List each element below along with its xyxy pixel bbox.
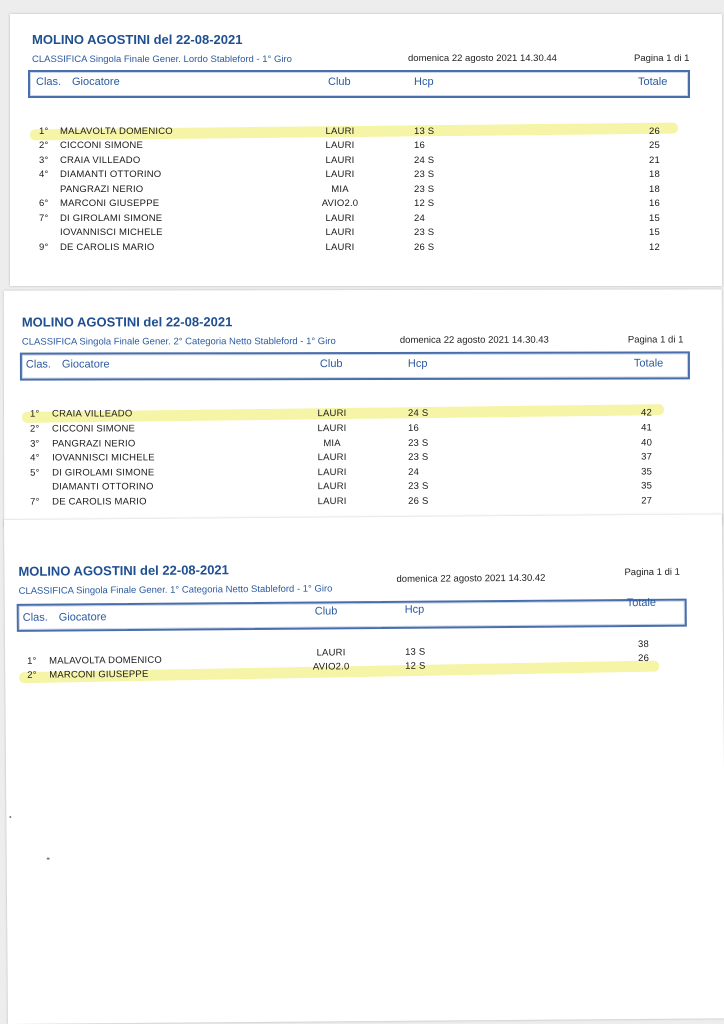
sheet-title: MOLINO AGOSTINI del 22-08-2021	[32, 32, 243, 47]
row-club: LAURI	[317, 481, 347, 493]
row-player: IOVANNISCI MICHELE	[60, 227, 163, 238]
row-position: 1°	[30, 408, 40, 420]
sheet-page-number: Pagina 1 di 1	[627, 334, 684, 346]
table-row	[10, 140, 722, 154]
row-hcp: 23 S	[408, 451, 429, 463]
row-hcp: 26 S	[408, 495, 429, 507]
header-club: Club	[328, 76, 351, 88]
header-clas: Clas.	[25, 358, 51, 371]
row-position: 6°	[39, 198, 49, 209]
sheet-title: MOLINO AGOSTINI del 22-08-2021	[18, 562, 229, 579]
row-position: 7°	[30, 496, 40, 508]
row-player: DE CAROLIS MARIO	[60, 242, 155, 253]
row-total: 15	[649, 227, 660, 238]
header-hcp: Hcp	[407, 357, 428, 370]
row-total: 18	[649, 184, 660, 195]
table-row	[10, 126, 722, 140]
row-hcp: 23 S	[414, 227, 435, 238]
row-position: 2°	[39, 140, 49, 151]
row-total: 26	[649, 126, 660, 137]
sheet-subtitle: CLASSIFICA Singola Finale Gener. 1° Categoria Netto Stableford - 1° Giro	[18, 583, 333, 597]
row-position: 1°	[39, 126, 49, 137]
sheet-datetime: domenica 22 agosto 2021 14.30.42	[396, 572, 546, 585]
table-row	[4, 437, 722, 452]
table-row	[10, 155, 722, 169]
row-hcp: 26 S	[414, 242, 435, 253]
header-player: Giocatore	[58, 611, 107, 624]
sheet-page-number: Pagina 1 di 1	[624, 566, 680, 579]
row-player: DE CAROLIS MARIO	[52, 496, 147, 508]
table-row	[10, 227, 722, 241]
row-position: 4°	[39, 169, 49, 180]
row-hcp: 23 S	[408, 480, 429, 492]
header-total: Totale	[638, 76, 668, 88]
table-row	[10, 169, 722, 183]
row-club: LAURI	[325, 242, 355, 253]
header-total: Totale	[626, 596, 657, 610]
sheet-page-number: Pagina 1 di 1	[634, 53, 690, 64]
row-hcp: 24 S	[414, 155, 435, 166]
row-player: MALAVOLTA DOMENICO	[60, 126, 173, 137]
sheet-datetime: domenica 22 agosto 2021 14.30.43	[399, 334, 549, 346]
header-clas: Clas.	[22, 611, 48, 624]
row-club: AVIO2.0	[321, 198, 359, 209]
row-club: LAURI	[325, 155, 355, 166]
row-club: LAURI	[325, 169, 355, 180]
row-hcp: 23 S	[414, 184, 435, 195]
row-player: DIAMANTI OTTORINO	[52, 481, 154, 493]
table-row	[10, 213, 722, 227]
sheet-datetime: domenica 22 agosto 2021 14.30.44	[408, 53, 557, 64]
row-club: LAURI	[317, 452, 347, 464]
row-player: MARCONI GIUSEPPE	[60, 198, 160, 209]
header-player: Giocatore	[72, 76, 120, 88]
row-position: 2°	[27, 669, 37, 681]
sheet-subtitle: CLASSIFICA Singola Finale Gener. Lordo Stableford - 1° Giro	[32, 54, 292, 65]
results-sheet-categoria-1	[4, 514, 724, 1024]
row-club: AVIO2.0	[312, 661, 350, 673]
row-position: 4°	[30, 452, 40, 464]
row-total: 38	[637, 638, 650, 651]
header-total: Totale	[633, 357, 664, 370]
row-club: LAURI	[317, 467, 347, 479]
row-total: 37	[641, 451, 653, 463]
row-position: 7°	[39, 213, 49, 224]
row-club: LAURI	[317, 496, 347, 508]
row-club: LAURI	[325, 140, 355, 151]
row-player: PANGRAZI NERIO	[52, 438, 136, 450]
table-row	[10, 184, 722, 198]
row-club: MIA	[323, 438, 341, 450]
row-club: LAURI	[325, 213, 355, 224]
row-total: 21	[649, 155, 660, 166]
row-player: PANGRAZI NERIO	[60, 184, 144, 195]
row-hcp: 16	[414, 140, 425, 151]
table-row	[4, 495, 722, 510]
row-club: LAURI	[325, 227, 355, 238]
row-hcp: 24	[414, 213, 425, 224]
row-club: LAURI	[317, 423, 347, 435]
row-hcp: 12 S	[405, 660, 426, 672]
row-total: 42	[641, 407, 653, 419]
row-total: 12	[649, 242, 660, 253]
header-player: Giocatore	[61, 358, 110, 371]
row-total: 16	[649, 198, 660, 209]
row-player: DIAMANTI OTTORINO	[60, 169, 162, 180]
row-total: 18	[649, 169, 660, 180]
row-position: 9°	[39, 242, 49, 253]
row-position: 3°	[30, 438, 40, 450]
row-hcp: 13 S	[414, 126, 435, 137]
header-hcp: Hcp	[404, 603, 425, 616]
table-row	[10, 242, 722, 256]
row-total: 35	[641, 480, 653, 492]
header-hcp: Hcp	[414, 76, 434, 88]
row-player: DI GIROLAMI SIMONE	[52, 467, 155, 479]
row-hcp: 12 S	[414, 198, 435, 209]
row-total: 26	[638, 652, 650, 665]
row-player: CICCONI SIMONE	[60, 140, 144, 151]
row-player: MARCONI GIUSEPPE	[49, 668, 149, 681]
row-hcp: 23 S	[414, 169, 435, 180]
row-total: 27	[641, 495, 653, 507]
table-header	[20, 351, 690, 380]
row-position: 1°	[27, 655, 37, 667]
row-position: 5°	[30, 467, 40, 479]
row-player: IOVANNISCI MICHELE	[52, 452, 155, 464]
row-player: CICCONI SIMONE	[52, 423, 136, 435]
row-hcp: 24	[408, 466, 420, 478]
table-row	[4, 466, 722, 481]
scan-speck	[47, 858, 50, 860]
results-sheet-lordo	[10, 14, 722, 286]
table-header	[28, 70, 690, 98]
row-position: 3°	[39, 155, 49, 166]
row-club: LAURI	[325, 126, 355, 137]
row-club: LAURI	[317, 408, 347, 420]
header-clas: Clas.	[36, 76, 62, 88]
row-total: 25	[649, 140, 660, 151]
row-club: MIA	[331, 184, 349, 195]
table-row	[10, 198, 722, 212]
table-row	[4, 422, 722, 437]
row-hcp: 23 S	[408, 437, 429, 449]
row-hcp: 16	[408, 422, 420, 434]
row-player: DI GIROLAMI SIMONE	[60, 213, 163, 224]
header-club: Club	[314, 605, 338, 618]
row-club: LAURI	[316, 647, 346, 659]
row-total: 35	[641, 466, 653, 478]
header-club: Club	[319, 358, 343, 371]
sheet-title: MOLINO AGOSTINI del 22-08-2021	[21, 314, 233, 330]
table-row	[4, 407, 722, 422]
table-header	[17, 596, 687, 632]
row-total: 15	[649, 213, 660, 224]
row-total: 40	[641, 437, 653, 449]
row-player: CRAIA VILLEADO	[60, 155, 141, 166]
scan-speck	[9, 816, 11, 818]
results-sheet-categoria-2	[4, 289, 722, 526]
sheet-subtitle: CLASSIFICA Singola Finale Gener. 2° Categoria Netto Stableford - 1° Giro	[21, 336, 336, 348]
row-player: MALAVOLTA DOMENICO	[49, 654, 163, 667]
row-hcp: 24 S	[407, 407, 429, 419]
table-row	[4, 480, 722, 495]
row-total: 41	[641, 422, 653, 434]
row-player: CRAIA VILLEADO	[52, 408, 133, 420]
table-row	[4, 451, 722, 466]
row-position: 2°	[30, 423, 40, 435]
row-hcp: 13 S	[405, 646, 426, 658]
